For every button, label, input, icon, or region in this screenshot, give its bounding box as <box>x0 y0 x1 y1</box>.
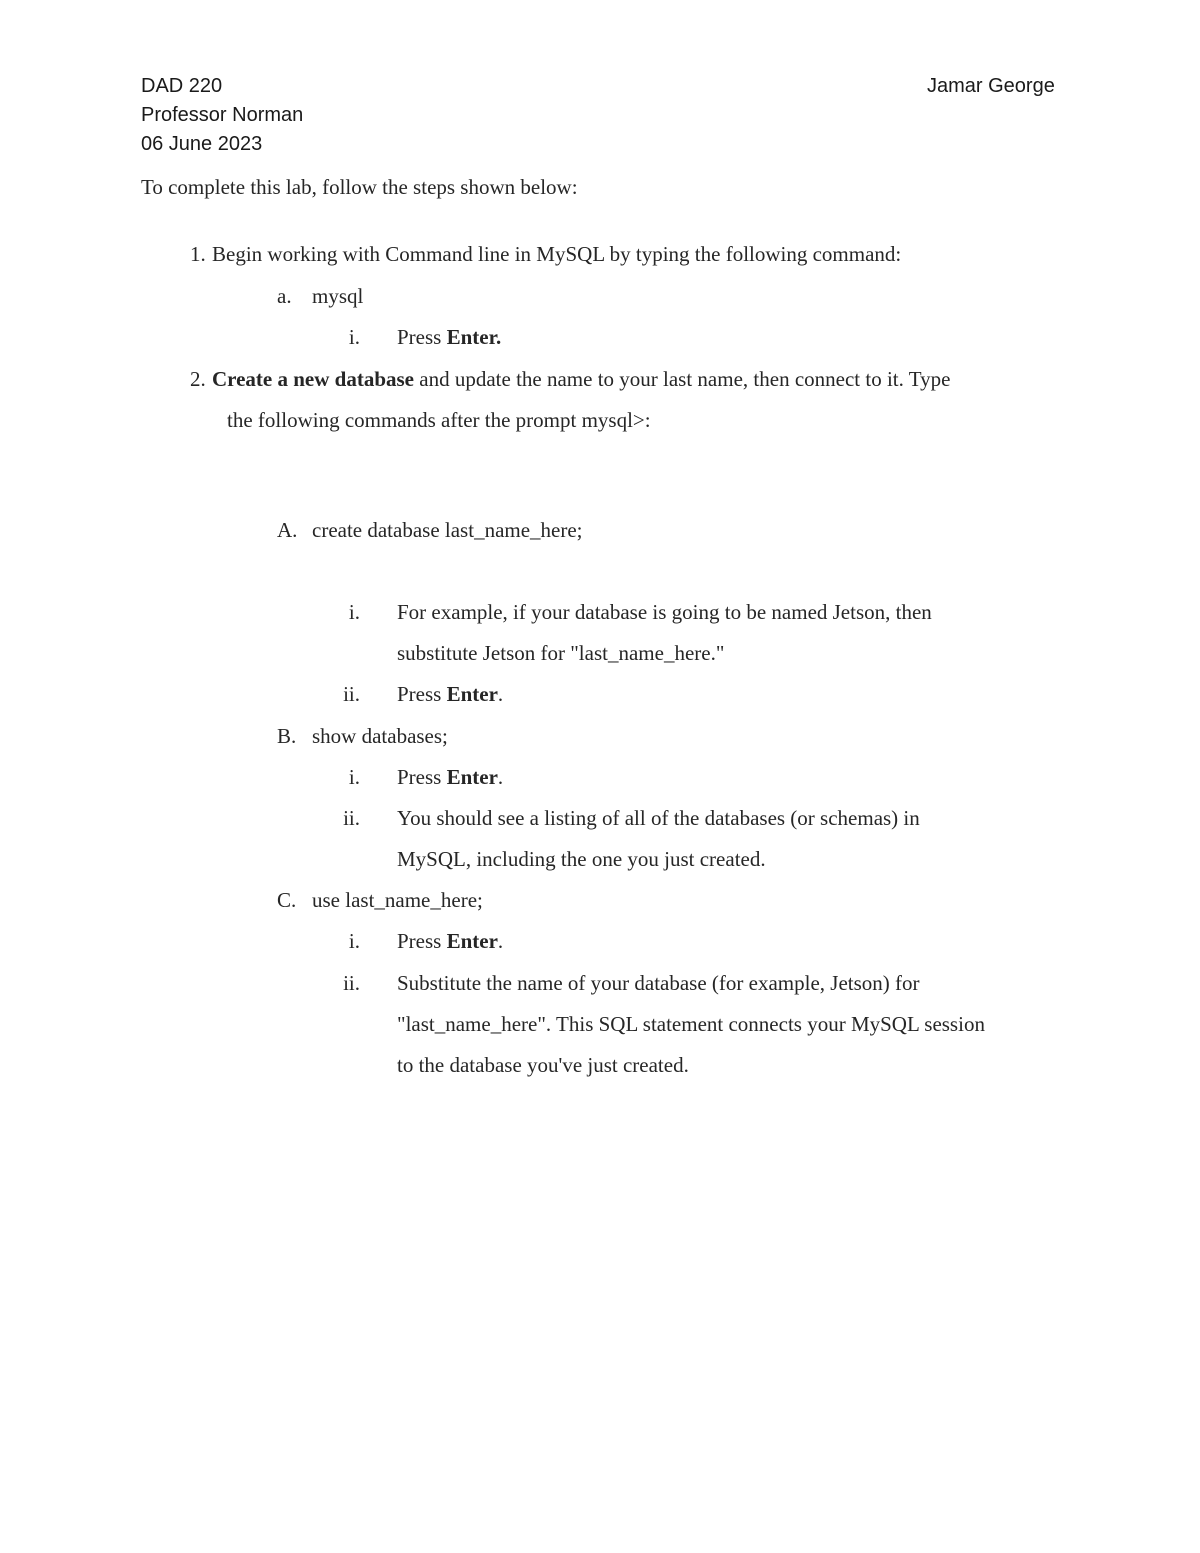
step-2C-i-marker: i. <box>348 929 360 953</box>
step-2A-i-line-1: For example, if your database is going to be named Jetson, then <box>397 600 932 624</box>
step-2-line-2: the following commands after the prompt mysql>: <box>227 408 651 432</box>
enter-key-label: Enter. <box>446 325 502 349</box>
step-1-marker: 1. <box>190 242 206 266</box>
document-date: 06 June 2023 <box>141 133 263 155</box>
step-2A-ii-marker: ii. <box>343 682 360 706</box>
step-2C-ii-line-2: "last_name_here". This SQL statement connects your MySQL session <box>397 1012 985 1036</box>
step-2B-i-text: Press Enter. <box>397 765 504 789</box>
step-2A-i-line-2: substitute Jetson for "last_name_here." <box>397 641 725 665</box>
step-2-marker: 2. <box>190 367 206 391</box>
step-2B-marker: B. <box>277 724 297 748</box>
step-2C-ii-marker: ii. <box>343 971 360 995</box>
step-2C-ii-line-1: Substitute the name of your database (for example, Jetson) for <box>397 971 920 995</box>
step-2C-marker: C. <box>277 888 297 912</box>
step-1-text: Begin working with Command line in MySQL by typing the following command: <box>212 242 902 266</box>
student-name: Jamar George <box>927 75 1055 97</box>
step-1a-text: mysql <box>312 284 364 308</box>
step-1a-i-marker: i. <box>348 325 360 349</box>
step-2B-text: show databases; <box>312 724 448 748</box>
step-2B-ii-line-1: You should see a listing of all of the databases (or schemas) in <box>397 806 920 830</box>
professor-name: Professor Norman <box>141 104 304 126</box>
step-2A-marker: A. <box>277 518 298 542</box>
step-2B-i-marker: i. <box>348 765 360 789</box>
step-2-line-1: Create a new database and update the name to your last name, then connect to it. Type <box>212 367 951 391</box>
step-1a-marker: a. <box>277 284 292 308</box>
step-2A-i-marker: i. <box>348 600 360 624</box>
step-2C-i-text: Press Enter. <box>397 929 504 953</box>
step-2A-ii-text: Press Enter. <box>397 682 504 706</box>
step-2-bold-phrase: Create a new database <box>212 367 415 391</box>
step-2B-ii-line-2: MySQL, including the one you just created. <box>397 847 766 871</box>
step-2C-text: use last_name_here; <box>312 888 483 912</box>
step-2A-text: create database last_name_here; <box>312 518 583 542</box>
intro-text: To complete this lab, follow the steps shown below: <box>141 175 578 199</box>
step-1a-i-text: Press Enter. <box>397 325 502 349</box>
step-2C-ii-line-3: to the database you've just created. <box>397 1053 689 1077</box>
step-2B-ii-marker: ii. <box>343 806 360 830</box>
course-code: DAD 220 <box>141 75 223 97</box>
